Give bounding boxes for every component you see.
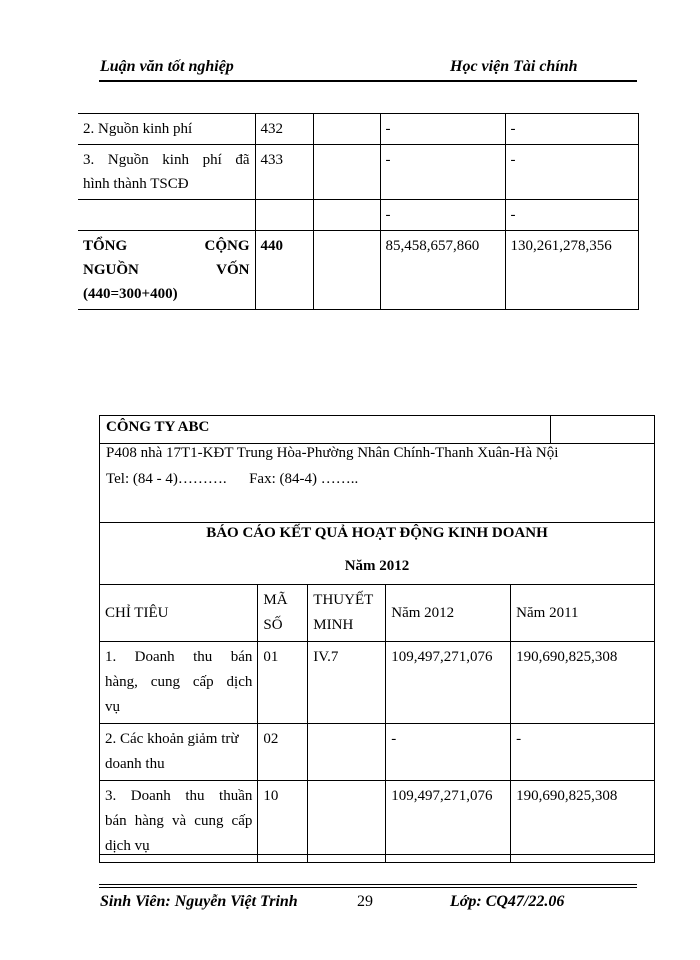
header-line: MINH — [313, 617, 354, 633]
item-label — [100, 642, 258, 724]
item-note — [308, 724, 386, 781]
value-2011: 190,690,825,308 — [511, 642, 655, 724]
header-institution: Học viện Tài chính — [450, 58, 578, 75]
value-2012: - — [380, 145, 505, 200]
header-line: MÃ — [263, 592, 288, 608]
item-label — [78, 200, 255, 231]
table-row — [100, 781, 655, 863]
divider — [100, 522, 654, 523]
value-2011: - — [511, 724, 655, 781]
column-header-code — [258, 585, 308, 642]
company-address: P408 nhà 17T1-KĐT Trung Hòa-Phường Nhân Chính-Thanh Xuân-Hà Nội — [106, 445, 559, 461]
item-label — [100, 724, 258, 781]
label-line: 2. Các khoản giảm trừ — [105, 731, 239, 747]
table-header-row — [100, 585, 655, 642]
footer-rule — [99, 887, 637, 888]
label-line: vụ — [105, 699, 120, 715]
column-header-2011: Năm 2011 — [511, 585, 655, 642]
item-code: 440 — [255, 231, 313, 310]
label-line: hàng, cung cấp dịch — [105, 674, 253, 690]
item-code — [255, 200, 313, 231]
table-row — [100, 642, 655, 724]
item-code: 01 — [258, 642, 308, 724]
page-number: 29 — [357, 893, 373, 910]
value-2011: 130,261,278,356 — [505, 231, 638, 310]
label-line: doanh thu — [105, 756, 165, 772]
footer-student: Sinh Viên: Nguyễn Việt Trinh — [100, 893, 298, 910]
report-title: BÁO CÁO KẾT QUẢ HOẠT ĐỘNG KINH DOANH — [206, 525, 548, 541]
item-label: 2. Nguồn kinh phí — [78, 114, 255, 145]
footer-rule — [99, 884, 637, 885]
label-line: hình thành TSCĐ — [83, 176, 189, 192]
item-code: 432 — [255, 114, 313, 145]
label-line: NGUỒN VỐN — [83, 262, 250, 278]
column-header-note — [308, 585, 386, 642]
column-header-item: CHỈ TIÊU — [100, 585, 258, 642]
value-2011: - — [505, 114, 638, 145]
value-2012: 85,458,657,860 — [380, 231, 505, 310]
report-year: Năm 2012 — [344, 558, 410, 574]
value-2011: - — [505, 145, 638, 200]
header-line: THUYẾT — [313, 592, 374, 608]
item-code: 10 — [258, 781, 308, 863]
item-label — [78, 145, 255, 200]
item-note: IV.7 — [308, 642, 386, 724]
value-2011: 190,690,825,308 — [511, 781, 655, 863]
label-line: TỔNG CỘNG — [83, 238, 250, 254]
label-line: dịch vụ — [105, 838, 150, 854]
value-2012: - — [380, 114, 505, 145]
label-line: 3. Doanh thu thuần — [105, 788, 253, 804]
item-note — [313, 114, 380, 145]
table-row — [78, 200, 638, 231]
table-row — [78, 231, 638, 310]
company-name: CÔNG TY ABC — [106, 419, 210, 435]
item-note — [308, 781, 386, 863]
value-2011: - — [505, 200, 638, 231]
income-statement-table — [99, 584, 655, 863]
item-code: 433 — [255, 145, 313, 200]
company-cell-divider — [550, 416, 551, 443]
label-line: (440=300+400) — [83, 286, 178, 302]
header-thesis-title: Luận văn tốt nghiệp — [100, 58, 234, 75]
item-note — [313, 200, 380, 231]
item-code: 02 — [258, 724, 308, 781]
header-rule — [99, 80, 637, 82]
balance-sheet-continuation-table — [78, 113, 639, 310]
table-row — [78, 114, 638, 145]
table-row — [100, 724, 655, 781]
company-contact: Tel: (84 - 4)………. Fax: (84-4) …….. — [106, 471, 359, 487]
label-line: 3. Nguồn kinh phí đã — [83, 152, 250, 168]
label-line: 1. Doanh thu bán — [105, 649, 253, 665]
label-line: bán hàng và cung cấp — [105, 813, 253, 829]
value-2012: 109,497,271,076 — [386, 781, 511, 863]
item-label — [78, 231, 255, 310]
column-header-2012: Năm 2012 — [386, 585, 511, 642]
value-2012: - — [380, 200, 505, 231]
item-label — [100, 781, 258, 863]
divider — [100, 443, 654, 444]
table-row — [78, 145, 638, 200]
item-note — [313, 145, 380, 200]
item-note — [313, 231, 380, 310]
header-line: SỐ — [263, 617, 283, 633]
value-2012: - — [386, 724, 511, 781]
footer-class: Lớp: CQ47/22.06 — [450, 893, 565, 910]
value-2012: 109,497,271,076 — [386, 642, 511, 724]
